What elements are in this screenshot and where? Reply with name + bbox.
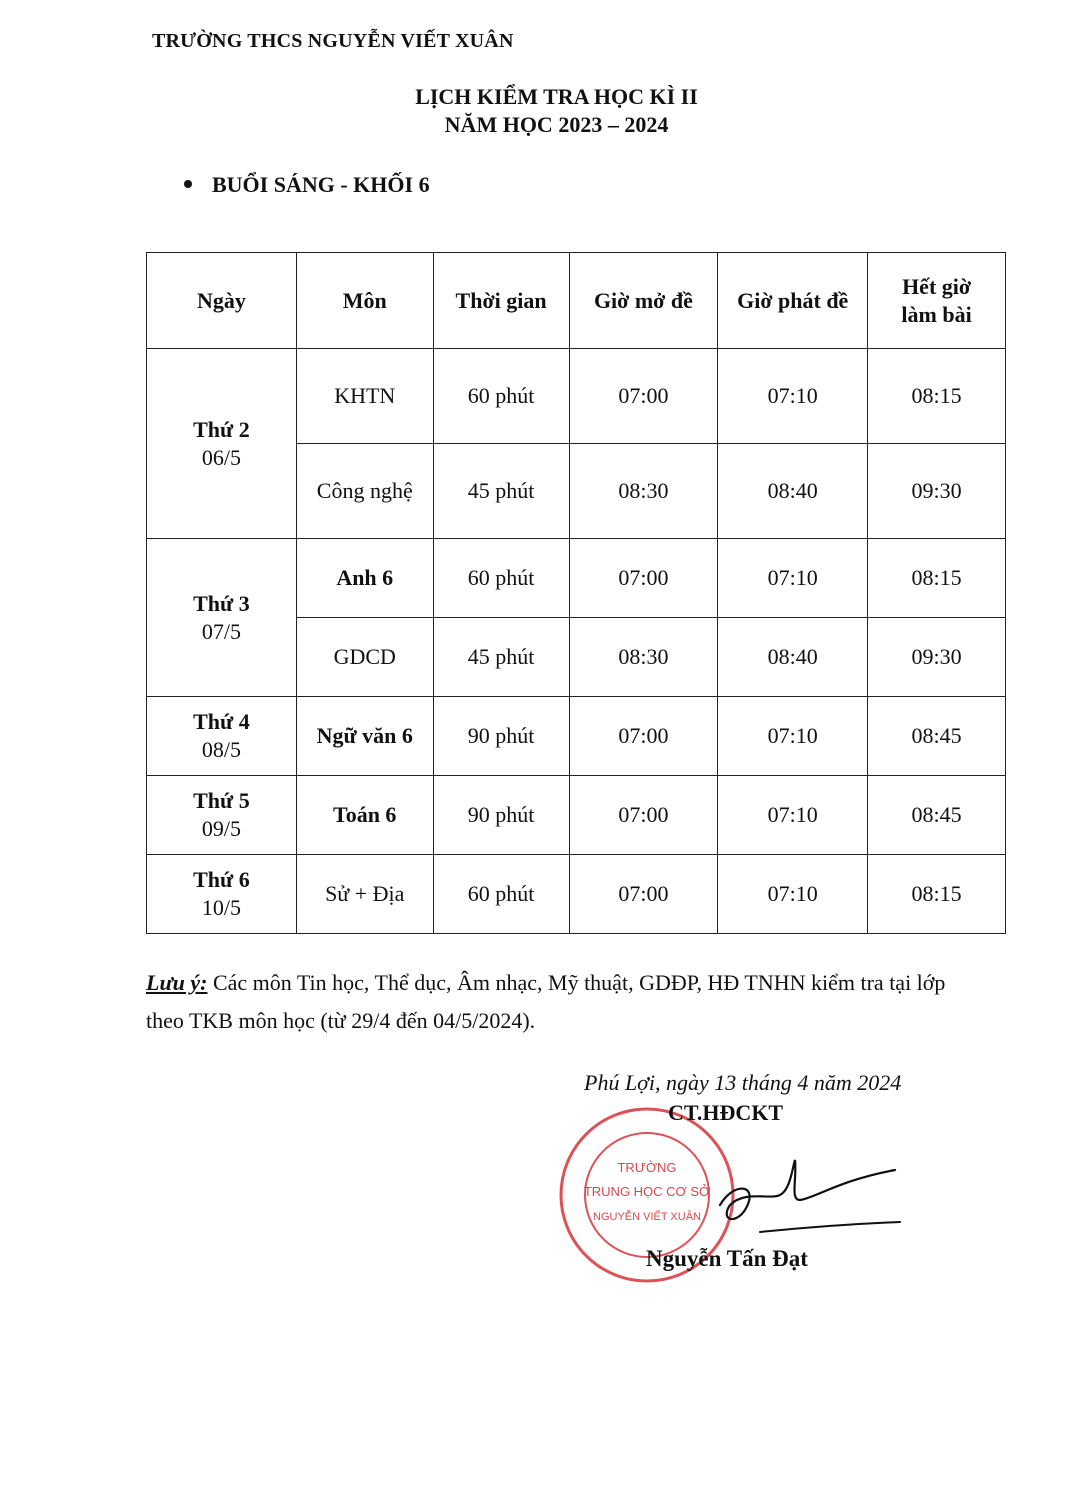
day-date: 07/5 [201,618,241,644]
subject-cell: Anh 6 [296,539,433,618]
stamp-line2: TRUNG HỌC CƠ SỞ [583,1184,711,1199]
open-time-cell: 07:00 [569,855,718,934]
distribute-time-cell: 07:10 [718,697,868,776]
day-cell [147,349,297,539]
duration-cell: 90 phút [433,697,569,776]
end-time-cell: 08:45 [868,776,1006,855]
exam-schedule-table [146,252,1006,934]
duration-cell: 45 phút [433,618,569,697]
open-time-cell: 08:30 [569,444,718,539]
signer-name: Nguyễn Tấn Đạt [646,1246,808,1271]
distribute-time-cell: 07:10 [718,349,868,444]
header-duration: Thời gian [433,253,569,349]
distribute-time-cell: 07:10 [718,539,868,618]
end-time-cell: 08:15 [868,855,1006,934]
subject-cell: Toán 6 [296,776,433,855]
school-year: NĂM HỌC 2023 – 2024 [444,112,669,137]
stamp-line1: TRƯỜNG [617,1160,677,1175]
table-row [147,349,1006,444]
table-row [147,776,1006,855]
subject-cell: GDCD [296,618,433,697]
school-name: TRƯỜNG THCS NGUYỄN VIẾT XUÂN [152,30,514,52]
subject-cell: Công nghệ [296,444,433,539]
day-name: Thứ 3 [193,590,250,616]
day-name: Thứ 6 [193,867,250,892]
day-date: 08/5 [201,737,241,762]
day-cell [147,855,297,934]
header-open-time: Giờ mở đề [569,253,718,349]
day-cell [147,697,297,776]
open-time-cell: 07:00 [569,349,718,444]
table-row [147,697,1006,776]
open-time-cell: 08:30 [569,618,718,697]
distribute-time-cell: 08:40 [718,444,868,539]
document-title: LỊCH KIỂM TRA HỌC KÌ II [415,84,698,109]
day-date: 10/5 [201,895,241,920]
table-row [147,539,1006,618]
bullet-icon [184,180,192,188]
subject-cell: KHTN [296,349,433,444]
header-end-line1: Hết giờ [902,273,972,299]
end-time-cell: 08:45 [868,697,1006,776]
note-label: Lưu ý: [146,970,208,995]
open-time-cell: 07:00 [569,697,718,776]
end-time-cell: 09:30 [868,444,1006,539]
note-text: Các môn Tin học, Thể dục, Âm nhạc, Mỹ thuật, GDĐP, HĐ TNHN kiểm tra tại lớp theo TKB môn học (từ 29/4 đến 04/5/2024). [146,970,946,1033]
table-header-row [147,253,1006,349]
subject-cell: Sử + Địa [296,855,433,934]
header-distribute-time: Giờ phát đề [718,253,868,349]
day-date: 09/5 [201,816,241,841]
section-label: BUỔI SÁNG - KHỐI 6 [212,172,430,197]
day-cell [147,776,297,855]
duration-cell: 60 phút [433,855,569,934]
handwritten-signature [700,1150,910,1250]
distribute-time-cell: 07:10 [718,855,868,934]
duration-cell: 45 phút [433,444,569,539]
day-name: Thứ 5 [193,788,250,813]
duration-cell: 60 phút [433,349,569,444]
place-date: Phú Lợi, ngày 13 tháng 4 năm 2024 [584,1070,902,1095]
duration-cell: 60 phút [433,539,569,618]
header-subject: Môn [296,253,433,349]
note-paragraph [146,964,976,1040]
open-time-cell: 07:00 [569,539,718,618]
day-name: Thứ 2 [193,416,250,442]
duration-cell: 90 phút [433,776,569,855]
stamp-line3: NGUYỄN VIẾT XUÂN [593,1211,701,1223]
day-name: Thứ 4 [193,709,250,734]
end-time-cell: 09:30 [868,618,1006,697]
section-heading [184,172,430,198]
distribute-time-cell: 07:10 [718,776,868,855]
end-time-cell: 08:15 [868,539,1006,618]
header-end-line2: làm bài [901,301,972,327]
day-cell [147,539,297,697]
day-date: 06/5 [201,444,241,470]
subject-cell: Ngữ văn 6 [296,697,433,776]
header-end-time [868,253,1006,349]
header-day: Ngày [147,253,297,349]
signer-role: CT.HĐCKT [668,1100,784,1125]
table-row [147,855,1006,934]
end-time-cell: 08:15 [868,349,1006,444]
distribute-time-cell: 08:40 [718,618,868,697]
open-time-cell: 07:00 [569,776,718,855]
